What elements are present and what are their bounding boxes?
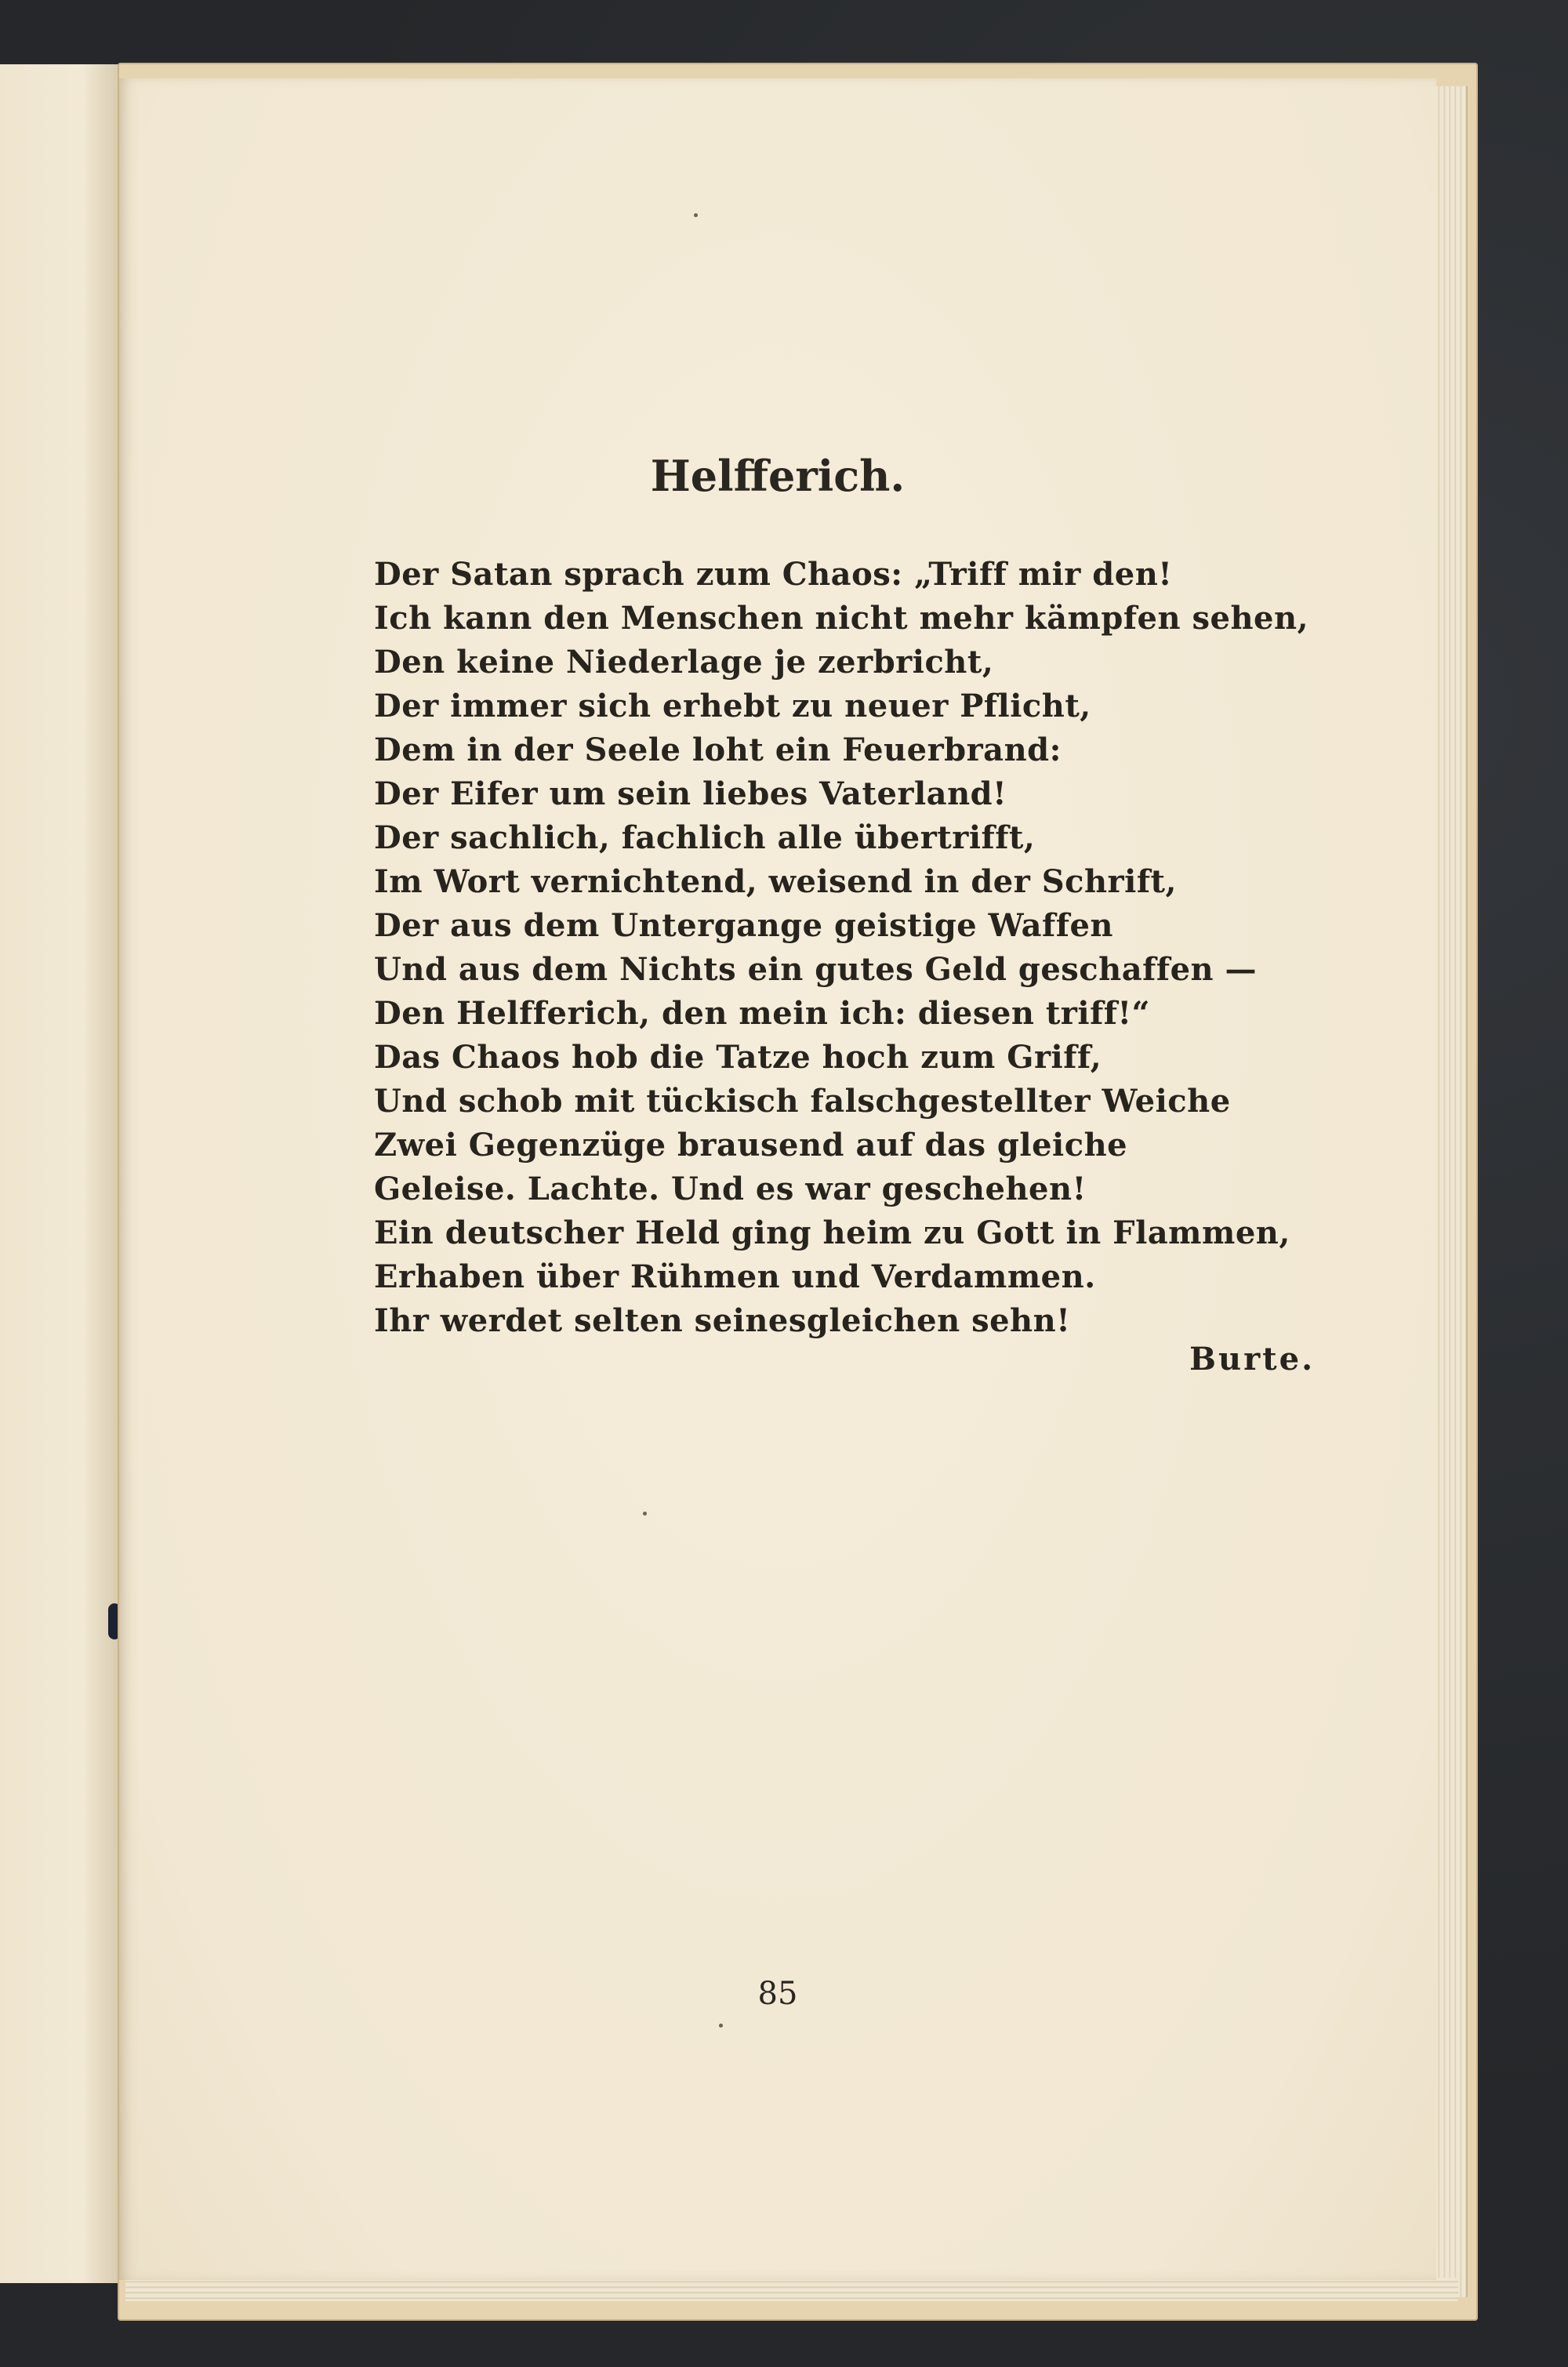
verse-line: Das Chaos hob die Tatze hoch zum Griff, (374, 1039, 1102, 1076)
verse-line: Der sachlich, fachlich alle übertrifft, (374, 819, 1036, 856)
verse-line: Erhaben über Rühmen und Verdammen. (374, 1258, 1096, 1295)
poem-body (374, 553, 1315, 1343)
verse-line: Ich kann den Menschen nicht mehr kämpfen sehen, (374, 600, 1309, 637)
page-stack-bottom-edge (125, 2278, 1458, 2301)
author-signature: Burte. (1189, 1341, 1315, 1378)
verse-line: Ihr werdet selten seinesgleichen sehn! (374, 1302, 1071, 1339)
book-page (119, 78, 1436, 2280)
paper-speck (719, 2024, 723, 2028)
page-number: 85 (757, 1976, 798, 2012)
verse-line: Und aus dem Nichts ein gutes Geld geschaffen — (374, 951, 1258, 988)
verse-line: Und schob mit tückisch falschgestellter Weiche (374, 1083, 1231, 1120)
verse-line: Ein deutscher Held ging heim zu Gott in Flammen, (374, 1214, 1290, 1251)
verse-line: Der immer sich erhebt zu neuer Pflicht, (374, 688, 1091, 724)
facing-page-edge (0, 64, 120, 2283)
verse-line: Der Eifer um sein liebes Vaterland! (374, 775, 1007, 812)
poem-title: Helfferich. (650, 451, 906, 501)
verse-line: Der Satan sprach zum Chaos: „Triff mir den! (374, 556, 1173, 593)
page-stack-edge (1435, 86, 1468, 2297)
paper-speck (643, 1512, 647, 1516)
verse-line: Der aus dem Untergange geistige Waffen (374, 907, 1113, 944)
paper-speck (694, 213, 698, 217)
verse-line: Den Helfferich, den mein ich: diesen triff!“ (374, 995, 1151, 1032)
verse-line: Im Wort vernichtend, weisend in der Schrift, (374, 863, 1177, 900)
verse-line: Dem in der Seele loht ein Feuerbrand: (374, 732, 1062, 768)
verse-line: Zwei Gegenzüge brausend auf das gleiche (374, 1127, 1128, 1164)
verse-line: Den keine Niederlage je zerbricht, (374, 644, 994, 681)
verse-line: Geleise. Lachte. Und es war geschehen! (374, 1171, 1087, 1207)
